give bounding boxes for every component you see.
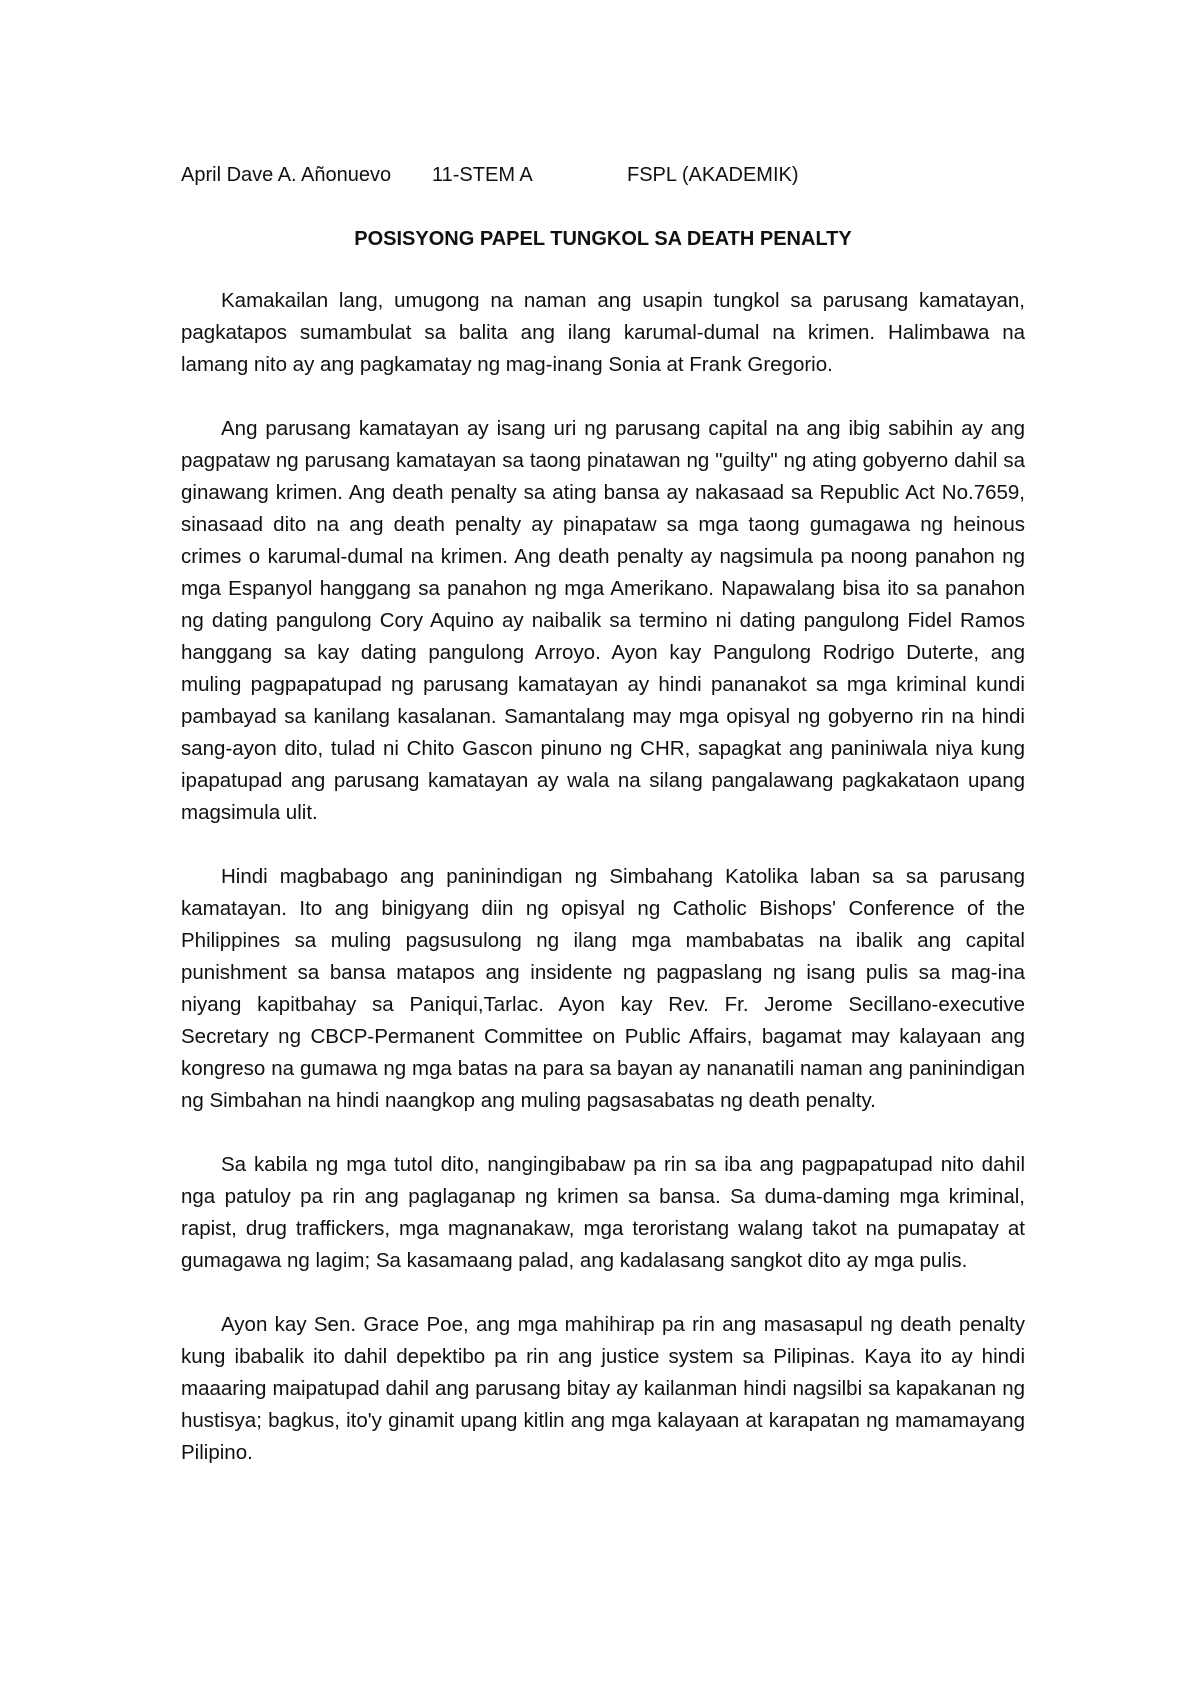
class-section: 11-STEM A <box>432 164 533 186</box>
document-title: POSISYONG PAPEL TUNGKOL SA DEATH PENALTY <box>354 228 852 250</box>
paragraph: Ayon kay Sen. Grace Poe, ang mga mahihirap pa rin ang masasapul ng death penalty kung ibabalik ito dahil depektibo pa rin ang justice system sa Pilipinas. Kaya ito ay hindi maaaring maipatupad dahil ang parusang bitay ay kailanman hindi nagsilbi sa kapakanan ng hustisya; bagkus, ito'y ginamit upang kitlin ang mga kalayaan at karapatan ng mamamayang Pilipino. <box>181 1313 1025 1464</box>
paragraph: Kamakailan lang, umugong na naman ang usapin tungkol sa parusang kamatayan, pagkatapos sumambulat sa balita ang ilang karumal-dumal na krimen. Halimbawa na lamang nito ay ang pagkamatay ng mag-inang Sonia at Frank Gregorio. <box>181 289 1025 376</box>
paragraph: Sa kabila ng mga tutol dito, nangingibabaw pa rin sa iba ang pagpapatupad nito dahil nga patuloy pa rin ang paglaganap ng krimen sa bansa. Sa duma-daming mga kriminal, rapist, drug traffickers, mga magnanakaw, mga teroristang walang takot na pumapatay at gumagawa ng lagim; Sa kasamaang palad, ang kadalasang sangkot dito ay mga pulis. <box>181 1153 1025 1272</box>
document-body <box>181 285 1025 1501</box>
author-name: April Dave A. Añonuevo <box>181 164 392 186</box>
paragraph: Ang parusang kamatayan ay isang uri ng parusang capital na ang ibig sabihin ay ang pagpataw ng parusang kamatayan sa taong pinatawan ng "guilty" ng ating gobyerno dahil sa ginawang krimen. Ang death penalty sa ating bansa ay nakasaad sa Republic Act No.7659, sinasaad dito na ang death penalty ay pinapataw sa mga taong gumagawa ng heinous crimes o karumal-dumal na krimen. Ang death penalty ay nagsimula pa noong panahon ng mga Espanyol hanggang sa panahon ng mga Amerikano. Napawalang bisa ito sa panahon ng dating pangulong Cory Aquino ay naibalik sa termino ni dating pangulong Fidel Ramos hanggang sa kay dating pangulong Arroyo. Ayon kay Pangulong Rodrigo Duterte, ang muling pagpapatupad ng parusang kamatayan ay hindi pananakot sa mga kriminal kundi pambayad sa kanilang kasalanan. Samantalang may mga opisyal ng gobyerno rin na hindi sang-ayon dito, tulad ni Chito Gascon pinuno ng CHR, sapagkat ang paniniwala niya kung ipapatupad ang parusang kamatayan ay wala na silang pangalawang pagkakataon upang magsimula ulit. <box>181 417 1025 824</box>
paragraph: Hindi magbabago ang paninindigan ng Simbahang Katolika laban sa sa parusang kamatayan. Ito ang binigyang diin ng opisyal ng Catholic Bishops' Conference of the Philippines sa muling pagsusulong ng ilang mga mambabatas na ibalik ang capital punishment sa bansa matapos ang insidente ng pagpaslang ng isang pulis sa mag-ina niyang kapitbahay sa Paniqui,Tarlac. Ayon kay Rev. Fr. Jerome Secillano-executive Secretary ng CBCP-Permanent Committee on Public Affairs, bagamat may kalayaan ang kongreso na gumawa ng mga batas na para sa bayan ay nananatili naman ang paninindigan ng Simbahan na hindi naangkop ang muling pagsasabatas ng death penalty. <box>181 865 1025 1112</box>
subject-label: FSPL (AKADEMIK) <box>627 164 799 186</box>
